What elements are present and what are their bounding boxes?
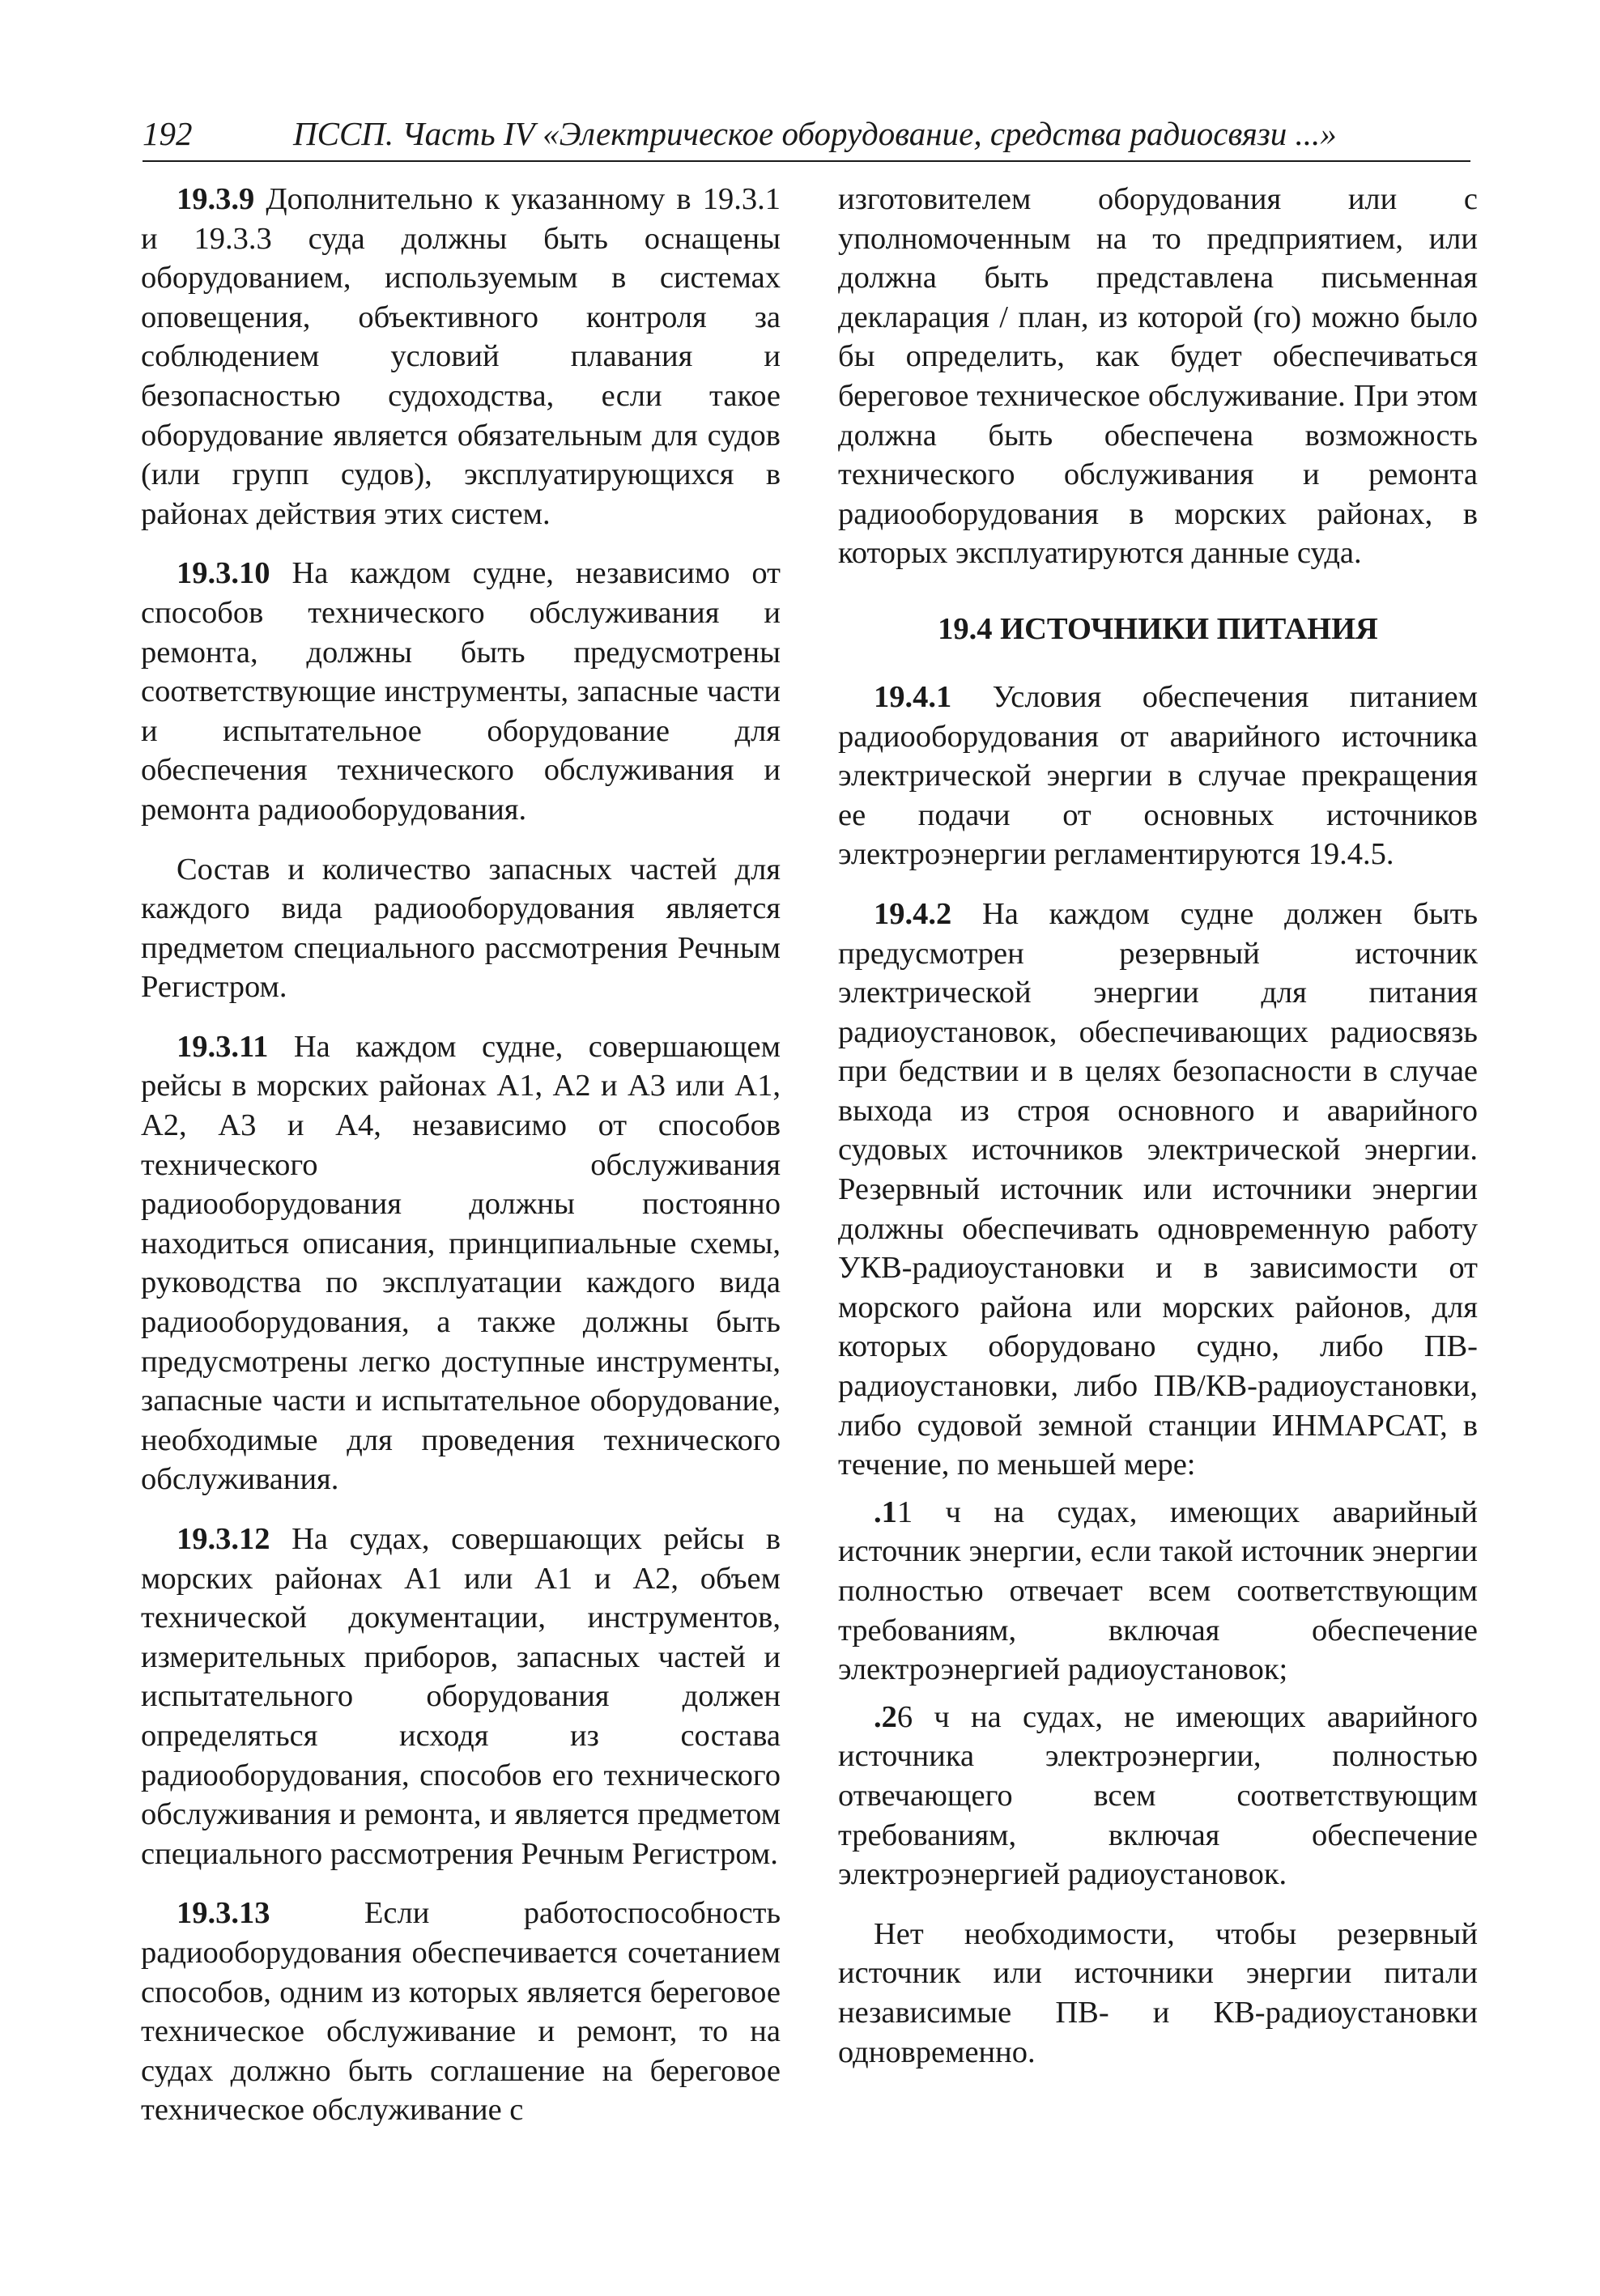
item-text: 6 ч на судах, не имеющих аварийного источника электроэнергии, полностью отвечающего всем соответствующим требованиям, включая обеспечение электроэнергией радиоустановок. [838,1699,1478,1892]
list-item-1 [838,1493,1478,1690]
paragraph-19-3-12 [141,1520,781,1873]
list-item-2 [838,1698,1478,1894]
paragraph-text: Если работоспособность радиооборудования обеспечивается сочетанием способов, одним из которых является береговое техническое обслуживание и ремонт, то на судах должно быть соглашение на береговое техническое обслуживание с [141,1896,781,2128]
paragraph-text: Состав и количество запасных частей для каждого вида радиооборудования является предметом специального рассмотрения Речным Регистром. [141,852,781,1005]
left-column [141,180,781,2150]
item-text: 1 ч на судах, имеющих аварийный источник энергии, если такой источник энергии полностью отвечает всем соответствующим требованиям, включая обеспечение электроэнергией радиоустановок; [838,1495,1478,1687]
paragraph-number: 19.3.10 [177,556,270,591]
page-header [143,113,1470,162]
paragraph-19-4-1 [838,678,1478,874]
paragraph-19-3-13 [141,1894,781,2130]
paragraph-number: 19.3.13 [177,1896,270,1931]
paragraph-number: 19.3.9 [177,182,255,216]
paragraph-number: 19.3.11 [177,1029,269,1064]
page-number: 192 [143,115,193,152]
paragraph-text: Нет необходимости, чтобы резервный источник или источники энергии питали независимые ПВ- и КВ-радиоустановки одновременно. [838,1916,1478,2069]
paragraph-19-3-9 [141,180,781,534]
paragraph-19-3-11 [141,1027,781,1499]
paragraph-19-4-2 [838,895,1478,1485]
paragraph-text: На каждом судне, совершающем рейсы в морских районах А1, А2 и А3 или А1, А2, А3 и А4, независимо от способов технического обслуживания радиооборудования должны постоянно находиться описания, принципиальные схемы, руководства по эксплуатации каждого вида радиооборудования, а также должны быть предусмотрены легко доступные инструменты, запасные части и испытательное оборудование, необходимые для проведения технического обслуживания. [141,1029,781,1497]
paragraph-number: 19.4.1 [874,679,952,714]
paragraph-continuation: изготовителем оборудования или с уполномоченным на то предприятием, или должна быть представлена письменная декларация / план, из которой (го) можно было бы определить, как будет обеспечиваться береговое техническое обслуживание. При этом должна быть обеспечена возможность технического обслуживания и ремонта радиооборудования в морских районах, в которых эксплуатируются данные суда. [838,182,1478,571]
running-title: ПССП. Часть IV «Электрическое оборудование, средства радиосвязи ...» [293,115,1337,152]
item-number: .2 [874,1699,897,1734]
paragraph-text: На каждом судне, независимо от способов технического обслуживания и ремонта, должны быть предусмотрены соответствующие инструменты, запасные части и испытательное оборудование для обеспечения технического обслуживания и ремонта радиооборудования. [141,556,781,827]
right-column [838,180,1478,2092]
paragraph-text: На судах, совершающих рейсы в морских районах А1 или А1 и А2, объем технической документации, инструментов, измерительных приборов, запасных частей и испытательного оборудования должен определяться исходя из состава радиооборудования, способов его технического обслуживания и ремонта, и является предметом специального рассмотрения Речным Регистром. [141,1522,781,1871]
paragraph-spare-parts [141,850,781,1007]
paragraph-closing [838,1915,1478,2072]
paragraph-number: 19.3.12 [177,1522,270,1556]
paragraph-number: 19.4.2 [874,896,952,931]
section-heading: 19.4 ИСТОЧНИКИ ПИТАНИЯ [938,611,1378,646]
paragraph-text: Дополнительно к указанному в 19.3.1 и 19.3.3 суда должны быть оснащены оборудованием, используемым в системах оповещения, объективного контроля за соблюдением условий плавания и безопасностью судоходства, если такое оборудование является обязательным для судов (или групп судов), эксплуатирующихся в районах действия этих систем. [141,182,781,531]
paragraph-19-3-10 [141,554,781,829]
item-number: .1 [874,1495,897,1529]
paragraph-text: Условия обеспечения питанием радиооборудования от аварийного источника электрической энергии в случае прекращения ее подачи от основных источников электроэнергии регламентируются 19.4.5. [838,679,1478,872]
paragraph-text: На каждом судне должен быть предусмотрен резервный источник электрической энергии для питания радиоустановок, обеспечивающих радиосвязь при бедствии и в целях безопасности в случае выхода из строя основного и аварийного судовых источников электрической энергии. Резервный источник или источники энергии должны обеспечивать одновременную работу УКВ-радиоустановки и в зависимости от морского района или морских районов, для которых оборудовано судно, либо ПВ-радиоустановки, либо ПВ/КВ-радиоустановки, либо судовой земной станции ИНМАРСАТ, в течение, по меньшей мере: [838,896,1478,1482]
